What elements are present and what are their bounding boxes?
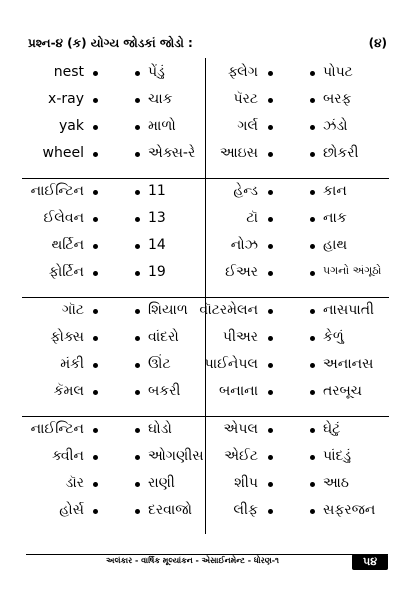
match-option: કાન: [323, 183, 347, 199]
match-option: છોકરી: [323, 145, 359, 161]
match-dot: [310, 217, 315, 222]
match-row: [0, 264, 411, 284]
match-row: [0, 356, 411, 376]
match-term: નાઈન્ટિન: [30, 421, 84, 437]
match-row: [0, 302, 411, 322]
match-dot: [310, 309, 315, 314]
match-term: પીઅર: [222, 329, 258, 345]
match-term: wheel: [42, 145, 84, 161]
match-dot: [268, 363, 273, 368]
match-term: ઈલેવન: [43, 210, 84, 226]
match-option: કેળું: [323, 329, 344, 345]
match-term: ડૉર: [65, 475, 84, 491]
match-dot: [310, 125, 315, 130]
match-option: ઊંટ: [148, 356, 171, 372]
match-row: [0, 91, 411, 111]
match-row: [0, 210, 411, 230]
match-dot: [268, 509, 273, 514]
match-term: બનાના: [219, 383, 258, 399]
match-term: નોઝ: [230, 237, 258, 253]
match-option: એક્સ-રે: [148, 145, 196, 161]
match-dot: [268, 190, 273, 195]
match-dot: [268, 455, 273, 460]
section-divider: [22, 297, 389, 298]
match-term: પાઈનેપલ: [204, 356, 258, 372]
match-option: ઘેટું: [323, 421, 341, 437]
match-row: [0, 448, 411, 468]
match-option: માળો: [148, 118, 176, 134]
section-divider: [22, 416, 389, 417]
match-dot: [268, 336, 273, 341]
match-term: નાઈન્ટિન: [30, 183, 84, 199]
match-row: [0, 421, 411, 441]
footer-rule: [26, 554, 388, 555]
match-term: એઈટ: [224, 448, 258, 464]
match-option: નાક: [323, 210, 347, 226]
match-term: ફોક્સ: [50, 329, 84, 345]
match-term: શીપ: [234, 475, 258, 491]
match-term: કૅમલ: [53, 383, 84, 399]
section-divider: [22, 178, 389, 179]
match-option: 13: [148, 210, 166, 226]
match-option: ઘોડો: [148, 421, 172, 437]
match-option: ચાક: [148, 91, 173, 107]
match-option: હાથ: [323, 237, 348, 253]
match-dot: [268, 217, 273, 222]
match-term: nest: [53, 64, 84, 80]
match-dot: [310, 363, 315, 368]
match-dot: [310, 244, 315, 249]
match-term: આઇસ: [219, 145, 258, 161]
match-dot: [310, 428, 315, 433]
match-option: 14: [148, 237, 166, 253]
match-term: ફોર્ટિન: [48, 264, 84, 280]
match-row: [0, 145, 411, 165]
match-option: અનાનસ: [323, 356, 374, 372]
match-row: [0, 329, 411, 349]
match-dot: [310, 190, 315, 195]
match-option: નાસપાતી: [323, 302, 375, 318]
match-term: ગર્લ: [237, 118, 258, 134]
match-dot: [268, 390, 273, 395]
match-term: ઈઅર: [225, 264, 258, 280]
match-term: x-ray: [48, 91, 84, 107]
match-term: yak: [59, 118, 84, 134]
match-option: શિયાળ: [148, 302, 188, 318]
question-marks: (૪): [368, 36, 387, 50]
page-number: ૫૪: [352, 554, 388, 570]
match-option: આઠ: [323, 475, 349, 491]
match-option: રાણી: [148, 475, 175, 491]
match-option: બકરી: [148, 383, 181, 399]
match-row: [0, 502, 411, 522]
question-header: [28, 36, 387, 56]
question-title: પ્રશ્ન-૪ (ક) યોગ્ય જોડકાં જોડો :: [28, 36, 193, 50]
match-dot: [268, 244, 273, 249]
match-dot: [268, 271, 273, 276]
match-dot: [268, 71, 273, 76]
match-dot: [310, 336, 315, 341]
match-term: ફ્લેગ: [227, 64, 258, 80]
match-dot: [310, 71, 315, 76]
match-term: થર્ટિન: [51, 237, 84, 253]
match-term: ગૉટ: [62, 302, 84, 318]
match-term: પૅરટ: [233, 91, 258, 107]
match-option: વાંદરો: [148, 329, 179, 345]
match-dot: [310, 271, 315, 276]
match-row: [0, 475, 411, 495]
match-dot: [268, 482, 273, 487]
match-term: એપલ: [223, 421, 258, 437]
match-row: [0, 118, 411, 138]
match-term: હેન્ડ: [233, 183, 258, 199]
match-term: મંકી: [60, 356, 84, 372]
match-dot: [268, 309, 273, 314]
match-dot: [310, 390, 315, 395]
match-row: [0, 183, 411, 203]
match-option: ઝંડો: [323, 118, 348, 134]
match-option: પોપટ: [323, 64, 353, 80]
page-footer: [26, 556, 388, 570]
match-row: [0, 237, 411, 257]
match-term: લીફ: [233, 502, 258, 518]
match-option: પગનો અંગૂઠો: [323, 264, 382, 277]
match-term: ટૉ: [246, 210, 258, 226]
match-dot: [310, 98, 315, 103]
match-option: સફરજન: [323, 502, 376, 518]
match-dot: [310, 152, 315, 157]
match-option: પેંડું: [148, 64, 165, 80]
match-dot: [310, 509, 315, 514]
match-dot: [268, 152, 273, 157]
match-option: 11: [148, 183, 166, 199]
match-option: 19: [148, 264, 166, 280]
match-option: ઓગણીસ: [148, 448, 204, 464]
match-dot: [310, 482, 315, 487]
match-term: વૉટરમેલન: [199, 302, 258, 318]
match-term: હોર્સ: [59, 502, 84, 518]
match-option: બરફ: [323, 91, 352, 107]
match-dot: [268, 98, 273, 103]
match-option: તરબૂચ: [323, 383, 362, 399]
match-row: [0, 383, 411, 403]
match-option: દરવાજો: [148, 502, 192, 518]
match-dot: [268, 125, 273, 130]
match-dot: [310, 455, 315, 460]
match-row: [0, 64, 411, 84]
match-term: ક્વીન: [52, 448, 84, 464]
match-option: પાંદડું: [323, 448, 352, 464]
footer-text: અલંકાર - વાર્ષિક મૂલ્યાંકન - એસાઈનમેન્ટ - ધોરણ-૧: [106, 556, 279, 565]
match-dot: [268, 428, 273, 433]
